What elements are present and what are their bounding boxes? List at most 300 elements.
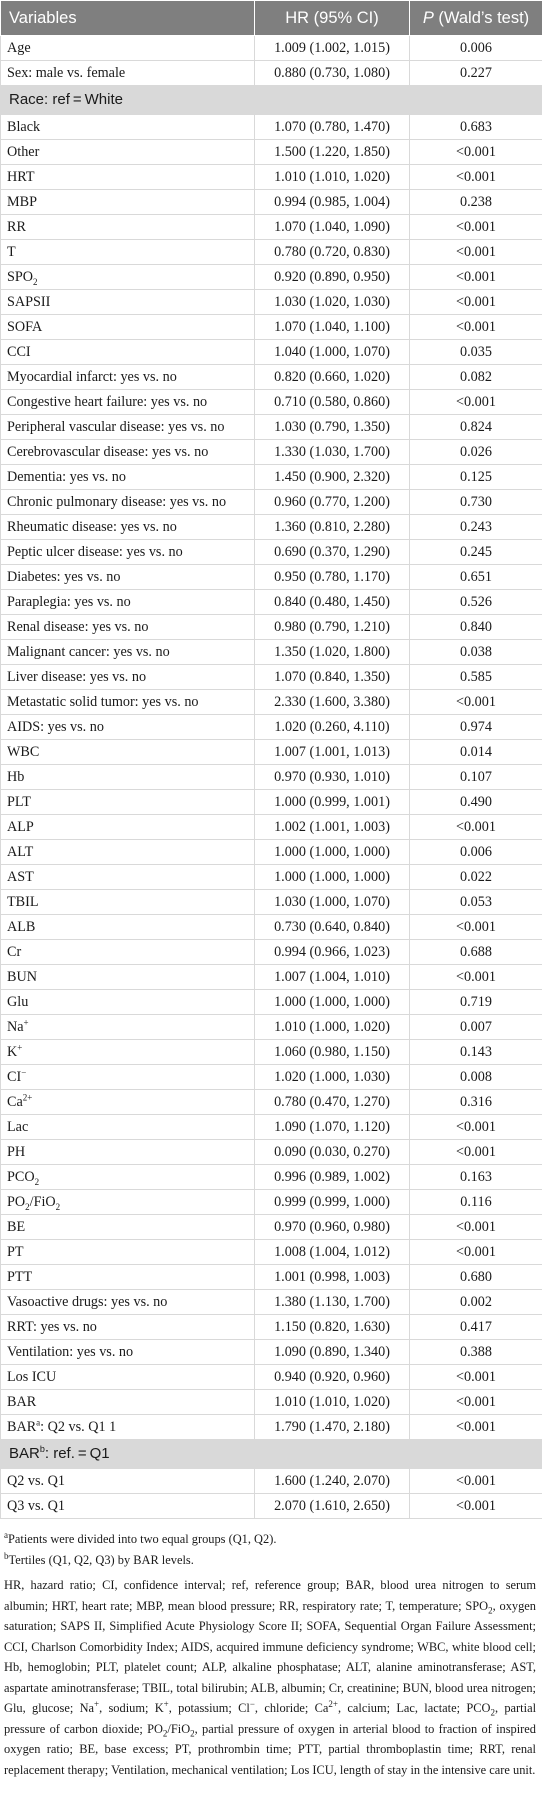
variable-name: Malignant cancer: yes vs. no (7, 644, 170, 660)
table-row (1, 1065, 542, 1090)
variable-cell (1, 140, 255, 165)
table-row (1, 640, 542, 665)
variable-cell (1, 1290, 255, 1315)
p-value-cell: <0.001 (410, 965, 542, 990)
table-row (1, 36, 542, 61)
p-value-cell: <0.001 (410, 140, 542, 165)
variable-superscript: + (17, 1042, 23, 1053)
variable-cell (1, 840, 255, 865)
variable-name: SPO (7, 269, 34, 285)
p-value-cell: <0.001 (410, 1240, 542, 1265)
variable-superscript: + (23, 1017, 29, 1028)
p-value-cell: 0.243 (410, 515, 542, 540)
hr-cell: 1.500 (1.220, 1.850) (255, 140, 410, 165)
table-row (1, 1165, 542, 1190)
variable-name-tail: /FiO (29, 1194, 56, 1210)
variable-name: Rheumatic disease: yes vs. no (7, 519, 177, 535)
abbreviations-fragment: − (249, 1698, 255, 1709)
variable-cell (1, 215, 255, 240)
footnote-a-mark: a (4, 1529, 8, 1540)
p-value-cell: 0.038 (410, 640, 542, 665)
hr-cell: 1.360 (0.810, 2.280) (255, 515, 410, 540)
hr-cell: 1.070 (0.780, 1.470) (255, 115, 410, 140)
variable-cell (1, 565, 255, 590)
variable-name: RR (7, 219, 26, 235)
table-row (1, 165, 542, 190)
p-value-cell: <0.001 (410, 1469, 542, 1494)
variable-subscript: 2 (34, 1176, 40, 1187)
variable-name: BAR (7, 1419, 37, 1435)
hr-cell: 1.030 (0.790, 1.350) (255, 415, 410, 440)
variable-cell (1, 290, 255, 315)
variable-name: PTT (7, 1269, 33, 1285)
table-row (1, 290, 542, 315)
table-row (1, 1190, 542, 1215)
hr-cell: 1.030 (1.020, 1.030) (255, 290, 410, 315)
p-value-cell: 0.388 (410, 1340, 542, 1365)
p-value-cell: 0.585 (410, 665, 542, 690)
variable-cell (1, 490, 255, 515)
variable-cell (1, 1165, 255, 1190)
abbreviations-fragment: , calcium; Lac, lactate; PCO (338, 1701, 491, 1715)
hr-cell: 1.070 (1.040, 1.100) (255, 315, 410, 340)
table-row (1, 1290, 542, 1315)
table-row (1, 340, 542, 365)
abbreviations-fragment: , oxygen saturation; SAPS II, Simplified Acute Physiology Score II; SOFA, Sequential Organ Failure Assessment; CCI, Charlson Comorbidity Index; AIDS, acquired immune deficiency syndrome; WBC, white blood cell; Hb, hemoglobin; PLT, platelet count; ALP, alkaline phosphatase; ALT, alanine aminotransferase; AST, aspartate aminotransferase; TBIL, total bilirubin; ALB, albumin; Cr, creatinine; BUN, blood urea nitrogen; Glu, glucose; Na (4, 1598, 537, 1715)
abbreviations-fragment: , potassium; Cl (168, 1701, 250, 1715)
table-row (1, 1469, 542, 1494)
variable-cell (1, 315, 255, 340)
table-row (1, 440, 542, 465)
variable-cell (1, 590, 255, 615)
variable-name: Race: ref = White (9, 91, 123, 108)
variable-subscript: 2 (25, 1201, 30, 1212)
p-value-cell: 0.107 (410, 765, 542, 790)
variable-name: RRT: yes vs. no (7, 1319, 97, 1335)
p-value-cell: <0.001 (410, 1365, 542, 1390)
abbreviations-fragment: , chloride; Ca (254, 1701, 329, 1715)
p-value-cell: 0.824 (410, 415, 542, 440)
p-value-cell: 0.227 (410, 61, 542, 86)
variable-cell (1, 1115, 255, 1140)
p-value-cell: 0.022 (410, 865, 542, 890)
variable-cell (1, 1090, 255, 1115)
p-value-cell: <0.001 (410, 1390, 542, 1415)
variable-cell (1, 940, 255, 965)
variable-name: Liver disease: yes vs. no (7, 669, 147, 685)
p-value-cell: <0.001 (410, 690, 542, 715)
header-p (410, 1, 542, 36)
p-value-cell: 0.125 (410, 465, 542, 490)
hr-cell: 1.030 (1.000, 1.070) (255, 890, 410, 915)
p-value-cell: 0.008 (410, 1065, 542, 1090)
abbreviations-fragment: + (94, 1698, 100, 1709)
p-value-cell: 0.007 (410, 1015, 542, 1040)
p-value-cell: <0.001 (410, 240, 542, 265)
hr-cell: 0.950 (0.780, 1.170) (255, 565, 410, 590)
header-hr: HR (95% CI) (255, 1, 410, 36)
p-value-cell: <0.001 (410, 815, 542, 840)
p-value-cell: 0.688 (410, 940, 542, 965)
hr-cell: 1.090 (0.890, 1.340) (255, 1340, 410, 1365)
variable-name: PLT (7, 794, 31, 810)
hr-cell: 1.330 (1.030, 1.700) (255, 440, 410, 465)
variable-cell (1, 765, 255, 790)
variable-name: WBC (7, 744, 40, 760)
footnote-a-text: Patients were divided into two equal groups (Q1, Q2). (8, 1532, 277, 1546)
variable-subscript: 2 (55, 1201, 61, 1212)
variable-name: Chronic pulmonary disease: yes vs. no (7, 494, 227, 510)
p-value-cell: 0.680 (410, 1265, 542, 1290)
variable-cell (1, 1265, 255, 1290)
p-value-cell: 0.974 (410, 715, 542, 740)
variable-name: Congestive heart failure: yes vs. no (7, 394, 208, 410)
variable-cell (1, 690, 255, 715)
hr-cell: 1.070 (1.040, 1.090) (255, 215, 410, 240)
table-row (1, 565, 542, 590)
table-row (1, 265, 542, 290)
variable-cell (1, 1190, 255, 1215)
table-row (1, 1365, 542, 1390)
variable-name: ALB (7, 919, 36, 935)
variable-name: Peripheral vascular disease: yes vs. no (7, 419, 225, 435)
p-value-cell: 0.006 (410, 36, 542, 61)
table-row (1, 840, 542, 865)
hr-cell: 1.090 (1.070, 1.120) (255, 1115, 410, 1140)
table-row (1, 990, 542, 1015)
variable-name-tail: : ref. = Q1 (44, 1445, 110, 1462)
table-row (1, 415, 542, 440)
p-value-cell: <0.001 (410, 315, 542, 340)
p-value-cell: 0.719 (410, 990, 542, 1015)
table-row (1, 1140, 542, 1165)
abbreviations-fragment: 2 (488, 1604, 493, 1615)
variable-cell (1, 865, 255, 890)
table-header (1, 1, 542, 36)
variable-name: Cr (7, 944, 22, 960)
variable-cell (1, 640, 255, 665)
table-row (1, 240, 542, 265)
p-value-cell: 0.053 (410, 890, 542, 915)
p-value-cell: <0.001 (410, 1415, 542, 1440)
variable-cell (1, 515, 255, 540)
hr-cell: 1.350 (1.020, 1.800) (255, 640, 410, 665)
table-row (1, 1494, 542, 1519)
variable-name: AIDS: yes vs. no (7, 719, 104, 735)
variable-cell (1, 965, 255, 990)
variable-name: PT (7, 1244, 24, 1260)
table-row (1, 1390, 542, 1415)
p-value-cell: 0.840 (410, 615, 542, 640)
variable-superscript: − (21, 1067, 27, 1078)
p-value-cell: 0.316 (410, 1090, 542, 1115)
table-row (1, 115, 542, 140)
variable-name: T (7, 244, 16, 260)
p-value-cell: <0.001 (410, 265, 542, 290)
variable-name: Myocardial infarct: yes vs. no (7, 369, 177, 385)
variable-name: TBIL (7, 894, 39, 910)
p-value-cell: <0.001 (410, 1140, 542, 1165)
hr-cell: 1.000 (1.000, 1.000) (255, 840, 410, 865)
abbreviations-fragment: /FiO (167, 1721, 191, 1736)
variable-cell (1, 86, 542, 115)
variable-name: PO (7, 1194, 26, 1210)
p-value-cell: <0.001 (410, 1494, 542, 1519)
p-value-cell: 0.082 (410, 365, 542, 390)
variable-name: Dementia: yes vs. no (7, 469, 126, 485)
hr-cell: 0.970 (0.930, 1.010) (255, 765, 410, 790)
hr-cell: 1.380 (1.130, 1.700) (255, 1290, 410, 1315)
variable-cell (1, 1040, 255, 1065)
hr-cell: 0.996 (0.989, 1.002) (255, 1165, 410, 1190)
p-value-cell: <0.001 (410, 215, 542, 240)
variable-name: Cerebrovascular disease: yes vs. no (7, 444, 209, 460)
hr-cell: 1.070 (0.840, 1.350) (255, 665, 410, 690)
variable-name: Diabetes: yes vs. no (7, 569, 121, 585)
variable-name: Ca (7, 1094, 23, 1110)
table-row (1, 815, 542, 840)
hr-cell: 1.010 (1.000, 1.020) (255, 1015, 410, 1040)
variable-cell (1, 540, 255, 565)
hr-cell: 1.010 (1.010, 1.020) (255, 1390, 410, 1415)
variable-cell (1, 61, 255, 86)
hr-cell: 1.040 (1.000, 1.070) (255, 340, 410, 365)
table-row (1, 1040, 542, 1065)
table-row (1, 965, 542, 990)
hr-cell: 1.001 (0.998, 1.003) (255, 1265, 410, 1290)
p-value-cell: 0.490 (410, 790, 542, 815)
variable-name: BAR (7, 1394, 37, 1410)
p-value-cell: 0.730 (410, 490, 542, 515)
variable-name: ALT (7, 844, 34, 860)
hr-cell: 1.000 (1.000, 1.000) (255, 990, 410, 1015)
hr-cell: 0.840 (0.480, 1.450) (255, 590, 410, 615)
hr-cell: 1.600 (1.240, 2.070) (255, 1469, 410, 1494)
variable-name: Age (7, 40, 31, 56)
variable-cell (1, 615, 255, 640)
hr-cell: 1.008 (1.004, 1.012) (255, 1240, 410, 1265)
variable-name: Q2 vs. Q1 (7, 1473, 65, 1489)
table-row (1, 540, 542, 565)
variable-cell (1, 365, 255, 390)
variable-name: BUN (7, 969, 37, 985)
table-row (1, 490, 542, 515)
variable-name: ALP (7, 819, 34, 835)
table-row (1, 190, 542, 215)
footnote-b-text: Tertiles (Q1, Q2, Q3) by BAR levels. (8, 1552, 194, 1567)
variable-cell (1, 36, 255, 61)
table-row (1, 690, 542, 715)
variable-cell (1, 1015, 255, 1040)
table-row (1, 740, 542, 765)
variable-name-tail: : Q2 vs. Q1 1 (40, 1419, 117, 1435)
variable-name: Paraplegia: yes vs. no (7, 594, 131, 610)
variable-cell (1, 440, 255, 465)
hr-cell: 1.009 (1.002, 1.015) (255, 36, 410, 61)
hr-cell: 0.880 (0.730, 1.080) (255, 61, 410, 86)
table-row (1, 1315, 542, 1340)
variable-cell (1, 1390, 255, 1415)
p-value-cell: 0.651 (410, 565, 542, 590)
p-value-cell: <0.001 (410, 390, 542, 415)
variable-name: Vasoactive drugs: yes vs. no (7, 1294, 168, 1310)
variable-name: Na (7, 1019, 24, 1035)
section-row (1, 86, 542, 115)
variable-name: BE (7, 1219, 26, 1235)
table-row (1, 140, 542, 165)
variable-cell (1, 1215, 255, 1240)
hr-cell: 0.820 (0.660, 1.020) (255, 365, 410, 390)
variable-name: Peptic ulcer disease: yes vs. no (7, 544, 183, 560)
p-value-cell: 0.526 (410, 590, 542, 615)
variable-cell (1, 915, 255, 940)
hr-cell: 2.070 (1.610, 2.650) (255, 1494, 410, 1519)
hr-cell: 0.090 (0.030, 0.270) (255, 1140, 410, 1165)
hr-cell: 1.020 (0.260, 4.110) (255, 715, 410, 740)
p-value-cell: <0.001 (410, 165, 542, 190)
variable-name: Other (7, 144, 40, 160)
abbreviations-fragment: + (163, 1698, 169, 1709)
abbreviations-fragment: , sodium; K (99, 1701, 164, 1715)
hr-cell: 1.150 (0.820, 1.630) (255, 1315, 410, 1340)
table-footnotes (0, 1519, 542, 1780)
variable-name: PCO (7, 1169, 35, 1185)
p-value-cell: 0.014 (410, 740, 542, 765)
hr-cell: 1.000 (0.999, 1.001) (255, 790, 410, 815)
footnote-b (4, 1550, 536, 1571)
variable-cell (1, 1315, 255, 1340)
table-row (1, 1240, 542, 1265)
table-row (1, 1415, 542, 1440)
p-value-cell: <0.001 (410, 1215, 542, 1240)
table-row (1, 390, 542, 415)
variable-cell (1, 240, 255, 265)
p-value-cell: 0.002 (410, 1290, 542, 1315)
variable-name: PH (7, 1144, 26, 1160)
variable-cell (1, 1469, 255, 1494)
abbreviations-note (4, 1575, 536, 1780)
p-value-cell: <0.001 (410, 1115, 542, 1140)
variable-name: Glu (7, 994, 29, 1010)
variable-name: SOFA (7, 319, 43, 335)
header-variables: Variables (1, 1, 255, 36)
hr-cell: 0.960 (0.770, 1.200) (255, 490, 410, 515)
variable-name: CCI (7, 344, 31, 360)
table-row (1, 765, 542, 790)
hr-cell: 0.780 (0.720, 0.830) (255, 240, 410, 265)
hr-cell: 0.980 (0.790, 1.210) (255, 615, 410, 640)
hr-cell: 0.994 (0.985, 1.004) (255, 190, 410, 215)
abbreviations-fragment: 2 (162, 1727, 168, 1738)
p-value-cell: 0.143 (410, 1040, 542, 1065)
hr-cell: 1.002 (1.001, 1.003) (255, 815, 410, 840)
table-row (1, 315, 542, 340)
hr-cell: 1.007 (1.004, 1.010) (255, 965, 410, 990)
hr-cell: 0.994 (0.966, 1.023) (255, 940, 410, 965)
variable-name: BAR (9, 1445, 40, 1462)
variable-cell (1, 1140, 255, 1165)
p-value-cell: 0.238 (410, 190, 542, 215)
variable-cell (1, 265, 255, 290)
variable-cell (1, 1440, 542, 1469)
table-row (1, 465, 542, 490)
p-value-cell: 0.116 (410, 1190, 542, 1215)
p-value-cell: 0.245 (410, 540, 542, 565)
variable-cell (1, 415, 255, 440)
variable-name: Black (7, 119, 41, 135)
table-row (1, 61, 542, 86)
hr-cell: 0.730 (0.640, 0.840) (255, 915, 410, 940)
p-value-cell: 0.163 (410, 1165, 542, 1190)
hr-cell: 1.007 (1.001, 1.013) (255, 740, 410, 765)
table-row (1, 890, 542, 915)
abbreviations-fragment: , partial pressure of oxygen in arterial blood to fraction of inspired oxygen ratio; BE, base excess; PT, prothrombin time; PTT, partial thromboplastin time; RRT, renal replacement therapy; Ventilation, mechanical ventilation; Los ICU, length of stay in the intensive care unit. (4, 1721, 536, 1777)
variable-cell (1, 790, 255, 815)
p-value-cell: 0.035 (410, 340, 542, 365)
table-row (1, 1090, 542, 1115)
variable-name: K (7, 1044, 18, 1060)
section-row (1, 1440, 542, 1469)
p-value-cell: <0.001 (410, 290, 542, 315)
hr-cell: 1.000 (1.000, 1.000) (255, 865, 410, 890)
p-value-cell: 0.417 (410, 1315, 542, 1340)
table-body (1, 36, 542, 1519)
variable-cell (1, 1340, 255, 1365)
variable-cell (1, 1365, 255, 1390)
hr-cell: 0.999 (0.999, 1.000) (255, 1190, 410, 1215)
table-row (1, 1015, 542, 1040)
header-p-italic: P (422, 9, 434, 27)
hr-cell: 1.020 (1.000, 1.030) (255, 1065, 410, 1090)
hr-cell: 0.690 (0.370, 1.290) (255, 540, 410, 565)
hr-cell: 1.450 (0.900, 2.320) (255, 465, 410, 490)
variable-cell (1, 1415, 255, 1440)
abbreviations-fragment: HR, hazard ratio; CI, confidence interval; ref, reference group; BAR, blood urea nitrogen to serum albumin; HRT, heart rate; MBP, mean blood pressure; RR, respiratory rate; T, temperature; SPO (4, 1578, 536, 1613)
hr-cell: 0.780 (0.470, 1.270) (255, 1090, 410, 1115)
abbreviations-fragment: 2 (190, 1727, 195, 1738)
footnote-b-mark: b (4, 1550, 9, 1561)
p-value-cell: 0.683 (410, 115, 542, 140)
p-value-cell: 0.006 (410, 840, 542, 865)
variable-superscript: a (36, 1417, 41, 1428)
hr-cell: 0.920 (0.890, 0.950) (255, 265, 410, 290)
hr-cell: 1.060 (0.980, 1.150) (255, 1040, 410, 1065)
table-row (1, 790, 542, 815)
header-p-rest: (Wald’s test) (433, 9, 530, 27)
hr-cell: 0.970 (0.960, 0.980) (255, 1215, 410, 1240)
variable-name: Lac (7, 1119, 29, 1135)
abbreviations-fragment: 2+ (328, 1698, 338, 1709)
table-row (1, 215, 542, 240)
variable-cell (1, 890, 255, 915)
table-row (1, 715, 542, 740)
variable-name: HRT (7, 169, 35, 185)
abbreviations-fragment: , partial pressure of carbon dioxide; PO (4, 1701, 537, 1736)
variable-cell (1, 815, 255, 840)
table-row (1, 940, 542, 965)
table-row (1, 590, 542, 615)
variable-name: Ventilation: yes vs. no (7, 1344, 134, 1360)
variable-name: Q3 vs. Q1 (7, 1498, 65, 1514)
variable-cell (1, 715, 255, 740)
variable-cell (1, 1065, 255, 1090)
variable-name: Metastatic solid tumor: yes vs. no (7, 694, 199, 710)
variable-cell (1, 1240, 255, 1265)
table-row (1, 865, 542, 890)
table-row (1, 615, 542, 640)
hr-cell: 1.010 (1.010, 1.020) (255, 165, 410, 190)
variable-superscript: b (39, 1444, 45, 1454)
